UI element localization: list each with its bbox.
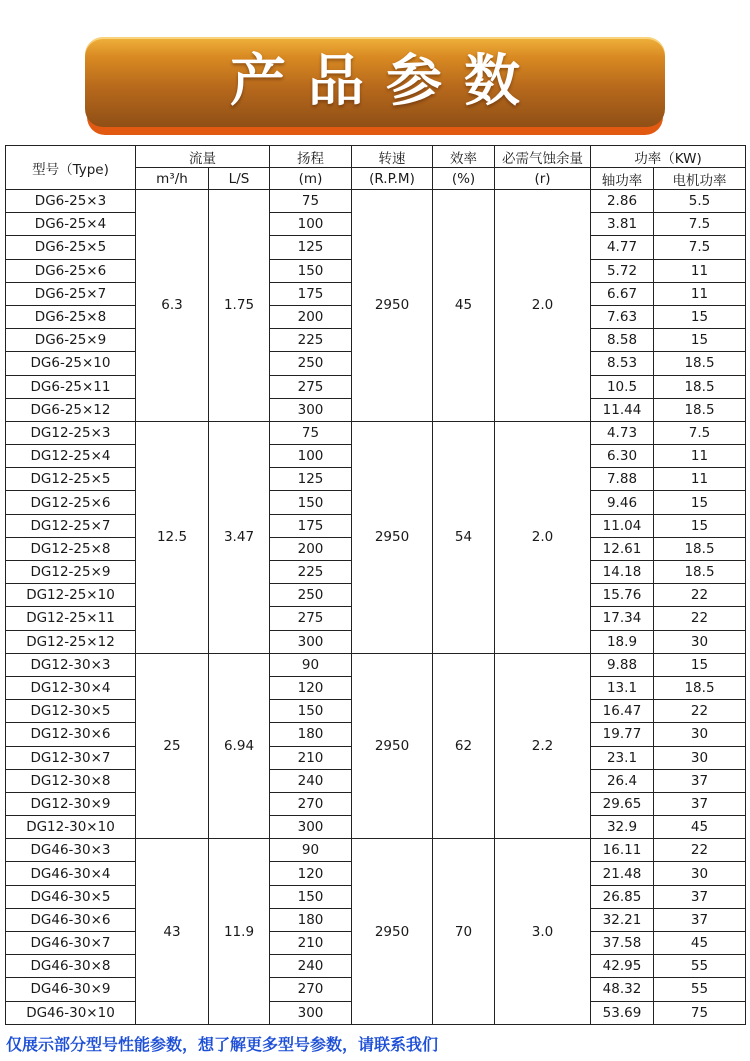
head-cell: 180 [270, 723, 352, 746]
shaft-power-cell: 6.67 [591, 282, 654, 305]
motor-power-cell: 37 [654, 769, 746, 792]
head-cell: 175 [270, 282, 352, 305]
head-cell: 240 [270, 955, 352, 978]
model-cell: DG46-30×7 [6, 932, 136, 955]
motor-power-cell: 37 [654, 792, 746, 815]
shaft-power-cell: 6.30 [591, 445, 654, 468]
head-cell: 175 [270, 514, 352, 537]
head-cell: 120 [270, 676, 352, 699]
header-efficiency: 效率 [433, 146, 495, 168]
model-cell: DG46-30×8 [6, 955, 136, 978]
header-npsh-unit: (r) [495, 168, 591, 190]
header-motor-power: 电机功率 [654, 168, 746, 190]
table-row [6, 190, 746, 213]
model-cell: DG12-30×9 [6, 792, 136, 815]
head-cell: 225 [270, 329, 352, 352]
shaft-power-cell: 17.34 [591, 607, 654, 630]
head-cell: 75 [270, 421, 352, 444]
efficiency-cell: 70 [433, 839, 495, 1025]
model-cell: DG12-30×10 [6, 816, 136, 839]
head-cell: 100 [270, 445, 352, 468]
head-cell: 300 [270, 630, 352, 653]
motor-power-cell: 45 [654, 816, 746, 839]
model-cell: DG12-25×7 [6, 514, 136, 537]
shaft-power-cell: 15.76 [591, 584, 654, 607]
head-cell: 150 [270, 700, 352, 723]
model-cell: DG46-30×5 [6, 885, 136, 908]
shaft-power-cell: 32.21 [591, 908, 654, 931]
motor-power-cell: 55 [654, 978, 746, 1001]
motor-power-cell: 7.5 [654, 213, 746, 236]
motor-power-cell: 11 [654, 259, 746, 282]
shaft-power-cell: 11.04 [591, 514, 654, 537]
model-cell: DG12-30×5 [6, 700, 136, 723]
motor-power-cell: 22 [654, 584, 746, 607]
shaft-power-cell: 21.48 [591, 862, 654, 885]
head-cell: 270 [270, 978, 352, 1001]
shaft-power-cell: 42.95 [591, 955, 654, 978]
model-cell: DG46-30×10 [6, 1001, 136, 1024]
header-shaft-power: 轴功率 [591, 168, 654, 190]
header-head: 扬程 [270, 146, 352, 168]
head-cell: 210 [270, 932, 352, 955]
shaft-power-cell: 32.9 [591, 816, 654, 839]
shaft-power-cell: 18.9 [591, 630, 654, 653]
speed-cell: 2950 [352, 421, 433, 653]
head-cell: 225 [270, 561, 352, 584]
head-cell: 275 [270, 607, 352, 630]
flow-ls-cell: 3.47 [209, 421, 270, 653]
shaft-power-cell: 26.85 [591, 885, 654, 908]
model-cell: DG46-30×6 [6, 908, 136, 931]
banner-title: 产品参数 [230, 49, 542, 114]
motor-power-cell: 18.5 [654, 676, 746, 699]
flow-m3h-cell: 43 [136, 839, 209, 1025]
head-cell: 75 [270, 190, 352, 213]
flow-ls-cell: 6.94 [209, 653, 270, 839]
shaft-power-cell: 37.58 [591, 932, 654, 955]
head-cell: 300 [270, 816, 352, 839]
header-flow-ls: L/S [209, 168, 270, 190]
motor-power-cell: 15 [654, 305, 746, 328]
motor-power-cell: 15 [654, 491, 746, 514]
model-cell: DG12-25×12 [6, 630, 136, 653]
motor-power-cell: 15 [654, 653, 746, 676]
motor-power-cell: 30 [654, 862, 746, 885]
spec-table-header [6, 146, 746, 190]
npsh-cell: 2.2 [495, 653, 591, 839]
head-cell: 125 [270, 236, 352, 259]
header-npsh: 必需气蚀余量 [495, 146, 591, 168]
shaft-power-cell: 7.63 [591, 305, 654, 328]
model-cell: DG6-25×10 [6, 352, 136, 375]
model-cell: DG6-25×8 [6, 305, 136, 328]
table-row [6, 653, 746, 676]
motor-power-cell: 45 [654, 932, 746, 955]
header-power: 功率（KW) [591, 146, 746, 168]
head-cell: 90 [270, 839, 352, 862]
shaft-power-cell: 13.1 [591, 676, 654, 699]
efficiency-cell: 45 [433, 190, 495, 422]
shaft-power-cell: 9.46 [591, 491, 654, 514]
head-cell: 150 [270, 259, 352, 282]
head-cell: 250 [270, 352, 352, 375]
motor-power-cell: 75 [654, 1001, 746, 1024]
model-cell: DG12-30×3 [6, 653, 136, 676]
head-cell: 210 [270, 746, 352, 769]
header-flow: 流量 [136, 146, 270, 168]
head-cell: 300 [270, 1001, 352, 1024]
motor-power-cell: 22 [654, 839, 746, 862]
model-cell: DG12-25×11 [6, 607, 136, 630]
motor-power-cell: 11 [654, 468, 746, 491]
model-cell: DG12-30×4 [6, 676, 136, 699]
head-cell: 150 [270, 491, 352, 514]
flow-m3h-cell: 6.3 [136, 190, 209, 422]
motor-power-cell: 18.5 [654, 398, 746, 421]
head-cell: 150 [270, 885, 352, 908]
head-cell: 120 [270, 862, 352, 885]
flow-ls-cell: 11.9 [209, 839, 270, 1025]
shaft-power-cell: 9.88 [591, 653, 654, 676]
flow-ls-cell: 1.75 [209, 190, 270, 422]
motor-power-cell: 30 [654, 723, 746, 746]
model-cell: DG12-30×6 [6, 723, 136, 746]
model-cell: DG46-30×4 [6, 862, 136, 885]
shaft-power-cell: 8.58 [591, 329, 654, 352]
shaft-power-cell: 19.77 [591, 723, 654, 746]
header-speed: 转速 [352, 146, 433, 168]
motor-power-cell: 18.5 [654, 561, 746, 584]
model-cell: DG6-25×5 [6, 236, 136, 259]
model-cell: DG6-25×3 [6, 190, 136, 213]
model-cell: DG6-25×4 [6, 213, 136, 236]
shaft-power-cell: 4.73 [591, 421, 654, 444]
head-cell: 200 [270, 305, 352, 328]
head-cell: 270 [270, 792, 352, 815]
speed-cell: 2950 [352, 190, 433, 422]
motor-power-cell: 30 [654, 746, 746, 769]
shaft-power-cell: 2.86 [591, 190, 654, 213]
model-cell: DG6-25×7 [6, 282, 136, 305]
model-cell: DG46-30×3 [6, 839, 136, 862]
head-cell: 100 [270, 213, 352, 236]
motor-power-cell: 37 [654, 908, 746, 931]
model-cell: DG6-25×9 [6, 329, 136, 352]
model-cell: DG46-30×9 [6, 978, 136, 1001]
flow-m3h-cell: 12.5 [136, 421, 209, 653]
motor-power-cell: 22 [654, 700, 746, 723]
motor-power-cell: 7.5 [654, 236, 746, 259]
motor-power-cell: 7.5 [654, 421, 746, 444]
shaft-power-cell: 10.5 [591, 375, 654, 398]
model-cell: DG12-25×8 [6, 537, 136, 560]
model-cell: DG12-30×7 [6, 746, 136, 769]
head-cell: 275 [270, 375, 352, 398]
motor-power-cell: 11 [654, 445, 746, 468]
speed-cell: 2950 [352, 839, 433, 1025]
flow-m3h-cell: 25 [136, 653, 209, 839]
motor-power-cell: 55 [654, 955, 746, 978]
head-cell: 250 [270, 584, 352, 607]
efficiency-cell: 62 [433, 653, 495, 839]
model-cell: DG6-25×12 [6, 398, 136, 421]
motor-power-cell: 30 [654, 630, 746, 653]
header-head-unit: (m) [270, 168, 352, 190]
npsh-cell: 3.0 [495, 839, 591, 1025]
head-cell: 90 [270, 653, 352, 676]
shaft-power-cell: 7.88 [591, 468, 654, 491]
motor-power-cell: 37 [654, 885, 746, 908]
head-cell: 180 [270, 908, 352, 931]
shaft-power-cell: 14.18 [591, 561, 654, 584]
motor-power-cell: 15 [654, 514, 746, 537]
shaft-power-cell: 4.77 [591, 236, 654, 259]
model-cell: DG12-25×3 [6, 421, 136, 444]
shaft-power-cell: 16.11 [591, 839, 654, 862]
head-cell: 300 [270, 398, 352, 421]
shaft-power-cell: 23.1 [591, 746, 654, 769]
head-cell: 240 [270, 769, 352, 792]
spec-table [5, 145, 746, 1025]
header-model: 型号（Type) [6, 146, 136, 190]
efficiency-cell: 54 [433, 421, 495, 653]
shaft-power-cell: 48.32 [591, 978, 654, 1001]
model-cell: DG6-25×11 [6, 375, 136, 398]
title-banner [85, 37, 665, 137]
shaft-power-cell: 12.61 [591, 537, 654, 560]
shaft-power-cell: 3.81 [591, 213, 654, 236]
table-row [6, 839, 746, 862]
model-cell: DG6-25×6 [6, 259, 136, 282]
model-cell: DG12-25×4 [6, 445, 136, 468]
shaft-power-cell: 53.69 [591, 1001, 654, 1024]
motor-power-cell: 15 [654, 329, 746, 352]
shaft-power-cell: 8.53 [591, 352, 654, 375]
footnote: 仅展示部分型号性能参数，想了解更多型号参数，请联系我们 [6, 1035, 439, 1054]
table-row [6, 421, 746, 444]
motor-power-cell: 18.5 [654, 537, 746, 560]
motor-power-cell: 18.5 [654, 375, 746, 398]
model-cell: DG12-25×10 [6, 584, 136, 607]
header-efficiency-unit: (%) [433, 168, 495, 190]
shaft-power-cell: 16.47 [591, 700, 654, 723]
model-cell: DG12-25×5 [6, 468, 136, 491]
head-cell: 200 [270, 537, 352, 560]
shaft-power-cell: 5.72 [591, 259, 654, 282]
motor-power-cell: 22 [654, 607, 746, 630]
shaft-power-cell: 26.4 [591, 769, 654, 792]
spec-table-body [6, 190, 746, 1025]
model-cell: DG12-25×9 [6, 561, 136, 584]
header-flow-m3h: m³/h [136, 168, 209, 190]
header-speed-unit: (R.P.M) [352, 168, 433, 190]
shaft-power-cell: 29.65 [591, 792, 654, 815]
npsh-cell: 2.0 [495, 190, 591, 422]
model-cell: DG12-25×6 [6, 491, 136, 514]
motor-power-cell: 18.5 [654, 352, 746, 375]
shaft-power-cell: 11.44 [591, 398, 654, 421]
npsh-cell: 2.0 [495, 421, 591, 653]
speed-cell: 2950 [352, 653, 433, 839]
motor-power-cell: 11 [654, 282, 746, 305]
head-cell: 125 [270, 468, 352, 491]
model-cell: DG12-30×8 [6, 769, 136, 792]
motor-power-cell: 5.5 [654, 190, 746, 213]
